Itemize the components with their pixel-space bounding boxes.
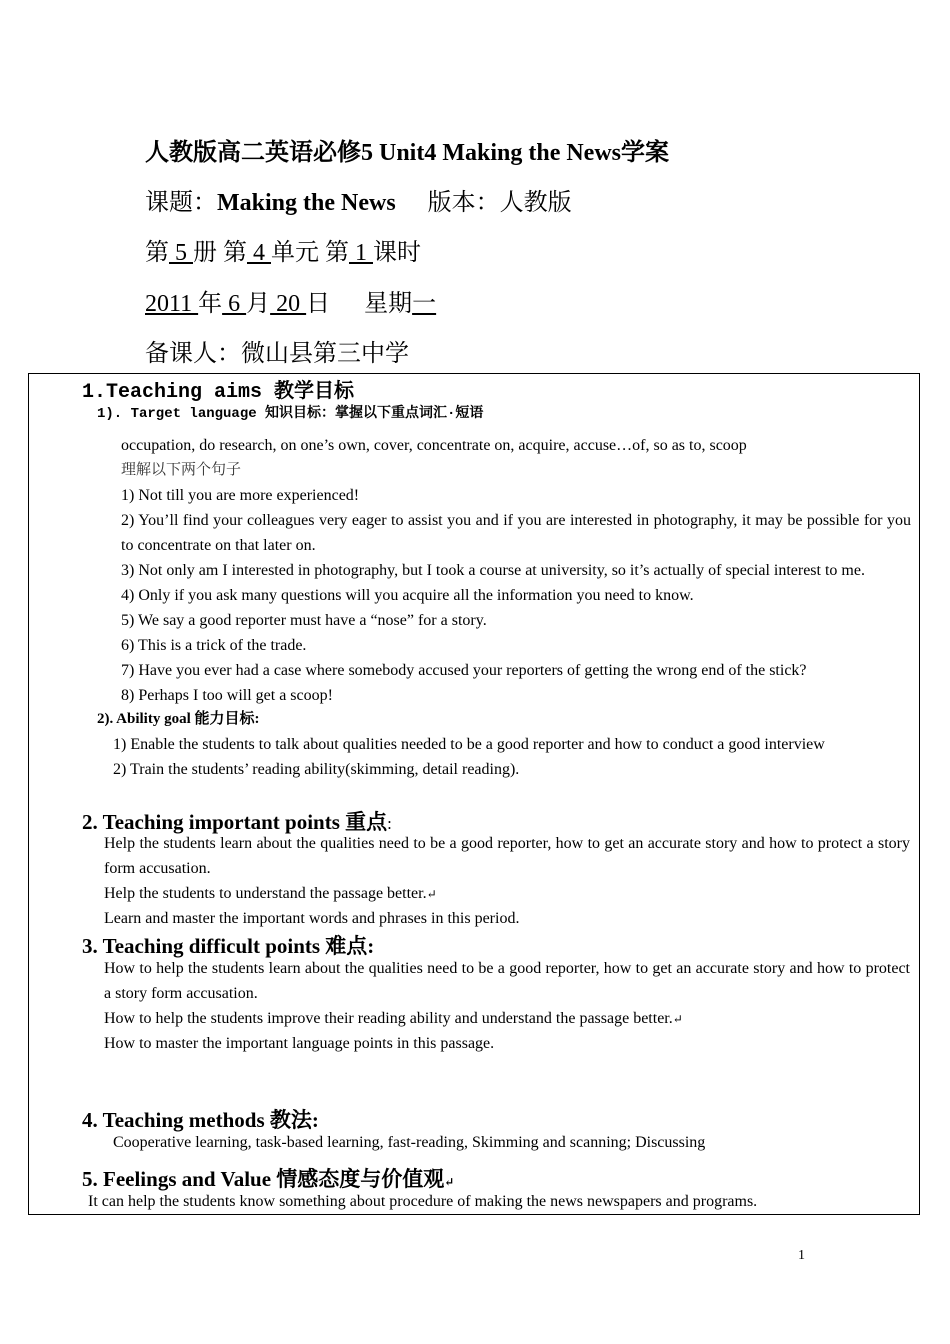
topic-value: Making the News [217, 190, 396, 216]
day-char: 日 [306, 291, 331, 317]
paragraph-mark-icon: ↵ [426, 887, 437, 901]
paragraph-mark-icon: ↵ [444, 1175, 455, 1189]
year-char: 年 [198, 291, 223, 317]
understand-label: 理解以下两个句子 [121, 462, 242, 478]
version-value: 人教版 [499, 190, 572, 216]
sentence-6: 6) This is a trick of the trade. [121, 637, 307, 654]
s3-item-1: How to help the students learn about the qualities need to be a good reporter, how to get an accurate story and how to protect a story form accusation. [104, 960, 910, 1002]
s3-heading: 3. Teaching difficult points 难点: [82, 934, 375, 958]
s2-item-3: Learn and master the important words and phrases in this period. [104, 910, 520, 927]
version-label: 版本： [427, 190, 500, 216]
preparer-line: 备课人：微山县第三中学 [145, 341, 409, 367]
sentence-7: 7) Have you ever had a case where somebody accused your reporters of getting the wrong end of the stick? [121, 662, 807, 679]
sentence-1: 1) Not till you are more experienced! [121, 487, 360, 504]
volume-prefix: 第 [145, 240, 169, 266]
date-year: 2011 [145, 291, 199, 317]
week-label: 星期 [364, 291, 413, 317]
s4-text: Cooperative learning, task-based learning, fast-reading, Skimming and scanning; Discussing [113, 1134, 706, 1151]
lesson-number: 1 [349, 240, 373, 266]
s5-heading-text: 5. Feelings and Value 情感态度与价值观 [82, 1167, 445, 1191]
s2-item-1: Help the students learn about the qualities need to be a good reporter, how to get an accurate story and how to protect a story form accusation. [104, 835, 910, 877]
sentence-3: 3) Not only am I interested in photography, but I took a course at university, so it’s actually of special interest to me. [121, 562, 865, 579]
topic-line [145, 182, 572, 217]
s2-heading-text: 2. Teaching important points 重点 [82, 810, 388, 834]
date-month: 6 [222, 291, 247, 317]
book-suffix: 册 第 [193, 240, 247, 266]
sentence-2: 2) You’ll find your colleagues very eager to assist you and if you are interested in photography, it may be possible for you to concentrate on that later on. [121, 512, 911, 554]
unit-suffix: 单元 第 [271, 240, 349, 266]
s2-item-2-text: Help the students to understand the passage better. [104, 885, 427, 902]
s3-item-3: How to master the important language points in this passage. [104, 1035, 495, 1052]
ability-2: 2) Train the students’ reading ability(skimming, detail reading). [113, 761, 520, 778]
ability-1: 1) Enable the students to talk about qualities needed to be a good reporter and how to conduct a good interview [113, 736, 825, 753]
book-number: 5 [169, 240, 193, 266]
vocabulary-list: occupation, do research, on one’s own, cover, concentrate on, acquire, accuse…of, so as to, scoop [121, 437, 747, 454]
document-title: 人教版高二英语必修5 Unit4 Making the News学案 [145, 140, 670, 166]
sentence-8: 8) Perhaps I too will get a scoop! [121, 687, 333, 704]
s1-target-language: 1). Target language 知识目标：掌握以下重点词汇·短语 [97, 406, 484, 422]
s1-heading: 1.Teaching aims 教学目标 [82, 381, 355, 404]
date-day: 20 [270, 291, 307, 317]
sentence-5: 5) We say a good reporter must have a “nose” for a story. [121, 612, 487, 629]
unit-number: 4 [247, 240, 271, 266]
volume-line [145, 232, 421, 267]
s4-heading: 4. Teaching methods 教法: [82, 1108, 319, 1132]
week-value: 一 [412, 291, 437, 317]
s1-ability-goal: 2). Ability goal 能力目标: [97, 711, 260, 727]
s2-item-2 [104, 881, 437, 907]
s2-heading-colon: : [387, 814, 392, 833]
s3-item-2-text: How to help the students improve their reading ability and understand the passage better. [104, 1010, 673, 1027]
page-number: 1 [798, 1248, 805, 1263]
sentence-4: 4) Only if you ask many questions will you acquire all the information you need to know. [121, 587, 694, 604]
month-char: 月 [246, 291, 271, 317]
lesson-suffix: 课时 [373, 240, 421, 266]
date-line [145, 283, 436, 318]
s3-item-2 [104, 1006, 683, 1032]
topic-label: 课题： [145, 190, 217, 216]
s5-text: It can help the students know something about procedure of making the news newspapers and programs. [88, 1193, 758, 1210]
paragraph-mark-icon: ↵ [672, 1012, 683, 1026]
